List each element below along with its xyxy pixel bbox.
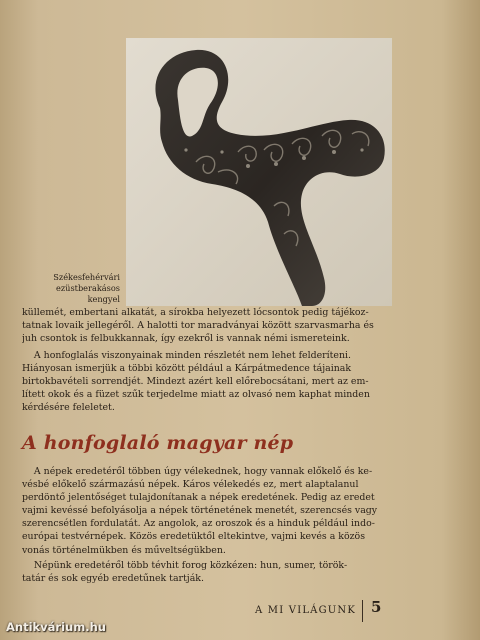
text-line: vésbé előkelő származású népek. Káros vélekedés ez, mert alaptalanul (22, 479, 359, 491)
text-line: juh csontok is felbukkannak, így ezekről is vannak némi ismereteink. (22, 333, 350, 345)
figure-caption (26, 272, 120, 305)
series-title: A MI VILÁGUNK (255, 605, 357, 616)
caption-line: ezüstberakásos kengyel (56, 283, 120, 304)
text-line: vonás történelmükben és műveltségükben. (22, 544, 226, 556)
text-line: A honfoglalás viszonyainak minden részletét nem lehet felderíteni. (22, 350, 351, 361)
paragraph-1 (22, 306, 398, 345)
text-line: tatár és sok egyéb eredetűnek tartják. (22, 573, 204, 585)
text-line: Hiányosan ismerjük a többi között például a Kárpátmedence tájainak (22, 363, 351, 375)
text-line: szerencsétlen fordulatát. Az angolok, az oroszok és a hinduk például indo- (22, 518, 375, 530)
text-line: Népünk eredetéről több tévhit forog közkézen: hun, sumer, török- (22, 560, 348, 571)
stirrup-image (126, 38, 392, 306)
page-footer (255, 598, 405, 624)
text-line: európai testvérnépek. Közös eredetüktől eltekintve, vajmi kevés a közös (22, 531, 366, 543)
text-line: A népek eredetéről többen úgy vélekednek, hogy vannak előkelő és ke- (22, 466, 373, 477)
text-line: tatnak lovaik jellegéről. A halotti tor maradványai között szarvasmarha és (22, 320, 374, 332)
page-number: 5 (371, 598, 383, 616)
footer-divider (362, 600, 363, 622)
paragraph-3 (22, 465, 398, 557)
paragraph-4 (22, 559, 398, 585)
section-heading: A honfoglaló magyar nép (22, 432, 294, 454)
text-line: lített okok és a füzet szűk terjedelme miatt az olvasó nem kaphat minden (22, 389, 370, 401)
caption-line: Székesfehérvári (53, 272, 120, 282)
paragraph-2 (22, 349, 398, 414)
text-line: vajmi kevéssé befolyásolja a népek történetének menetét, szerencsés vagy (22, 505, 378, 517)
stirrup-photo (126, 38, 392, 306)
text-line: kérdésére feleletet. (22, 402, 115, 414)
text-line: perdöntő jelentőséget tulajdonítanak a népek eredetének. Pedig az eredet (22, 492, 375, 504)
watermark: Antikvárium.hu (6, 620, 106, 634)
text-line: birtokbavételi sorrendjét. Mindezt azért kell előrebocsátani, mert az em- (22, 376, 369, 388)
text-line: küllemét, embertani alkatát, a sírokba helyezett lócsontok pedig tájékoz- (22, 307, 369, 318)
